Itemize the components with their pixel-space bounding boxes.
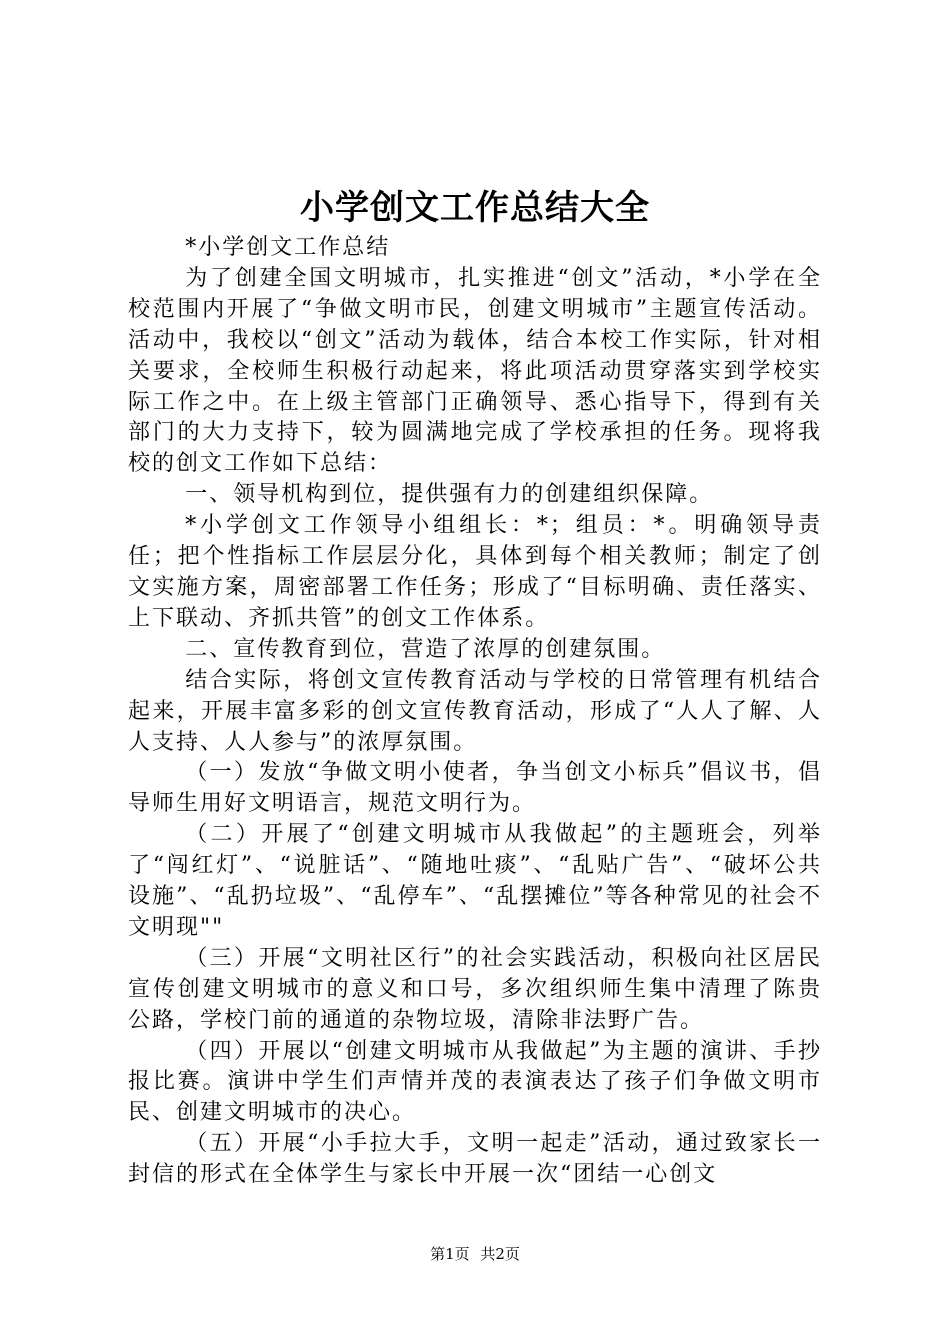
document-title: 小学创文工作总结大全: [300, 188, 650, 228]
paragraph-publicity: 结合实际，将创文宣传教育活动与学校的日常管理有机结合起来，开展丰富多彩的创文宣传教育活动，形成了“人人了解、人人支持、人人参与”的浓厚氛围。: [128, 667, 822, 755]
paragraph-leadership: *小学创文工作领导小组组长：*；组员：*。明确领导责任；把个性指标工作层层分化，具体到每个相关教师；制定了创文实施方案，周密部署工作任务；形成了“目标明确、责任落实、上下联动、齐抓共管”的创文工作体系。: [128, 513, 822, 631]
list-item-1: （一）发放“争做文明小使者，争当创文小标兵”倡议书，倡导师生用好文明语言，规范文明行为。: [128, 760, 822, 817]
paragraph-intro: 为了创建全国文明城市，扎实推进“创文”活动，*小学在全校范围内开展了“争做文明市民，创建文明城市”主题宣传活动。活动中，我校以“创文”活动为载体，结合本校工作实际，针对相关要求，全校师生积极行动起来，将此项活动贯穿落实到学校实际工作之中。在上级主管部门正确领导、悉心指导下，得到有关部门的大力支持下，较为圆满地完成了学校承担的任务。现将我校的创文工作如下总结：: [128, 265, 822, 477]
paragraph-subtitle: *小学创文工作总结: [185, 235, 391, 260]
list-item-3: （三）开展“文明社区行”的社会实践活动，积极向社区居民宣传创建文明城市的意义和口号，多次组织师生集中清理了陈贵公路，学校门前的通道的杂物垃圾，清除非法野广告。: [128, 945, 822, 1033]
list-item-2: （二）开展了“创建文明城市从我做起”的主题班会，列举了“闯红灯”、“说脏话”、“随地吐痰”、“乱贴广告”、“破坏公共设施”、“乱扔垃圾”、“乱停车”、“乱摆摊位”等各种常见的社会不文明现"": [128, 822, 822, 940]
document-body: [128, 233, 822, 1191]
list-item-5: （五）开展“小手拉大手，文明一起走”活动，通过致家长一封信的形式在全体学生与家长中开展一次“团结一心创文: [128, 1131, 822, 1188]
page-footer: [0, 1244, 950, 1264]
section-heading-2: 二、宣传教育到位，营造了浓厚的创建氛围。: [185, 636, 666, 662]
page-number: 第1页: [430, 1245, 470, 1263]
list-item-4: （四）开展以“创建文明城市从我做起”为主题的演讲、手抄报比赛。演讲中学生们声情并茂的表演表达了孩子们争做文明市民、创建文明城市的决心。: [128, 1038, 822, 1126]
page-total: 共2页: [480, 1245, 520, 1263]
section-heading-1: 一、领导机构到位，提供强有力的创建组织保障。: [185, 482, 714, 508]
